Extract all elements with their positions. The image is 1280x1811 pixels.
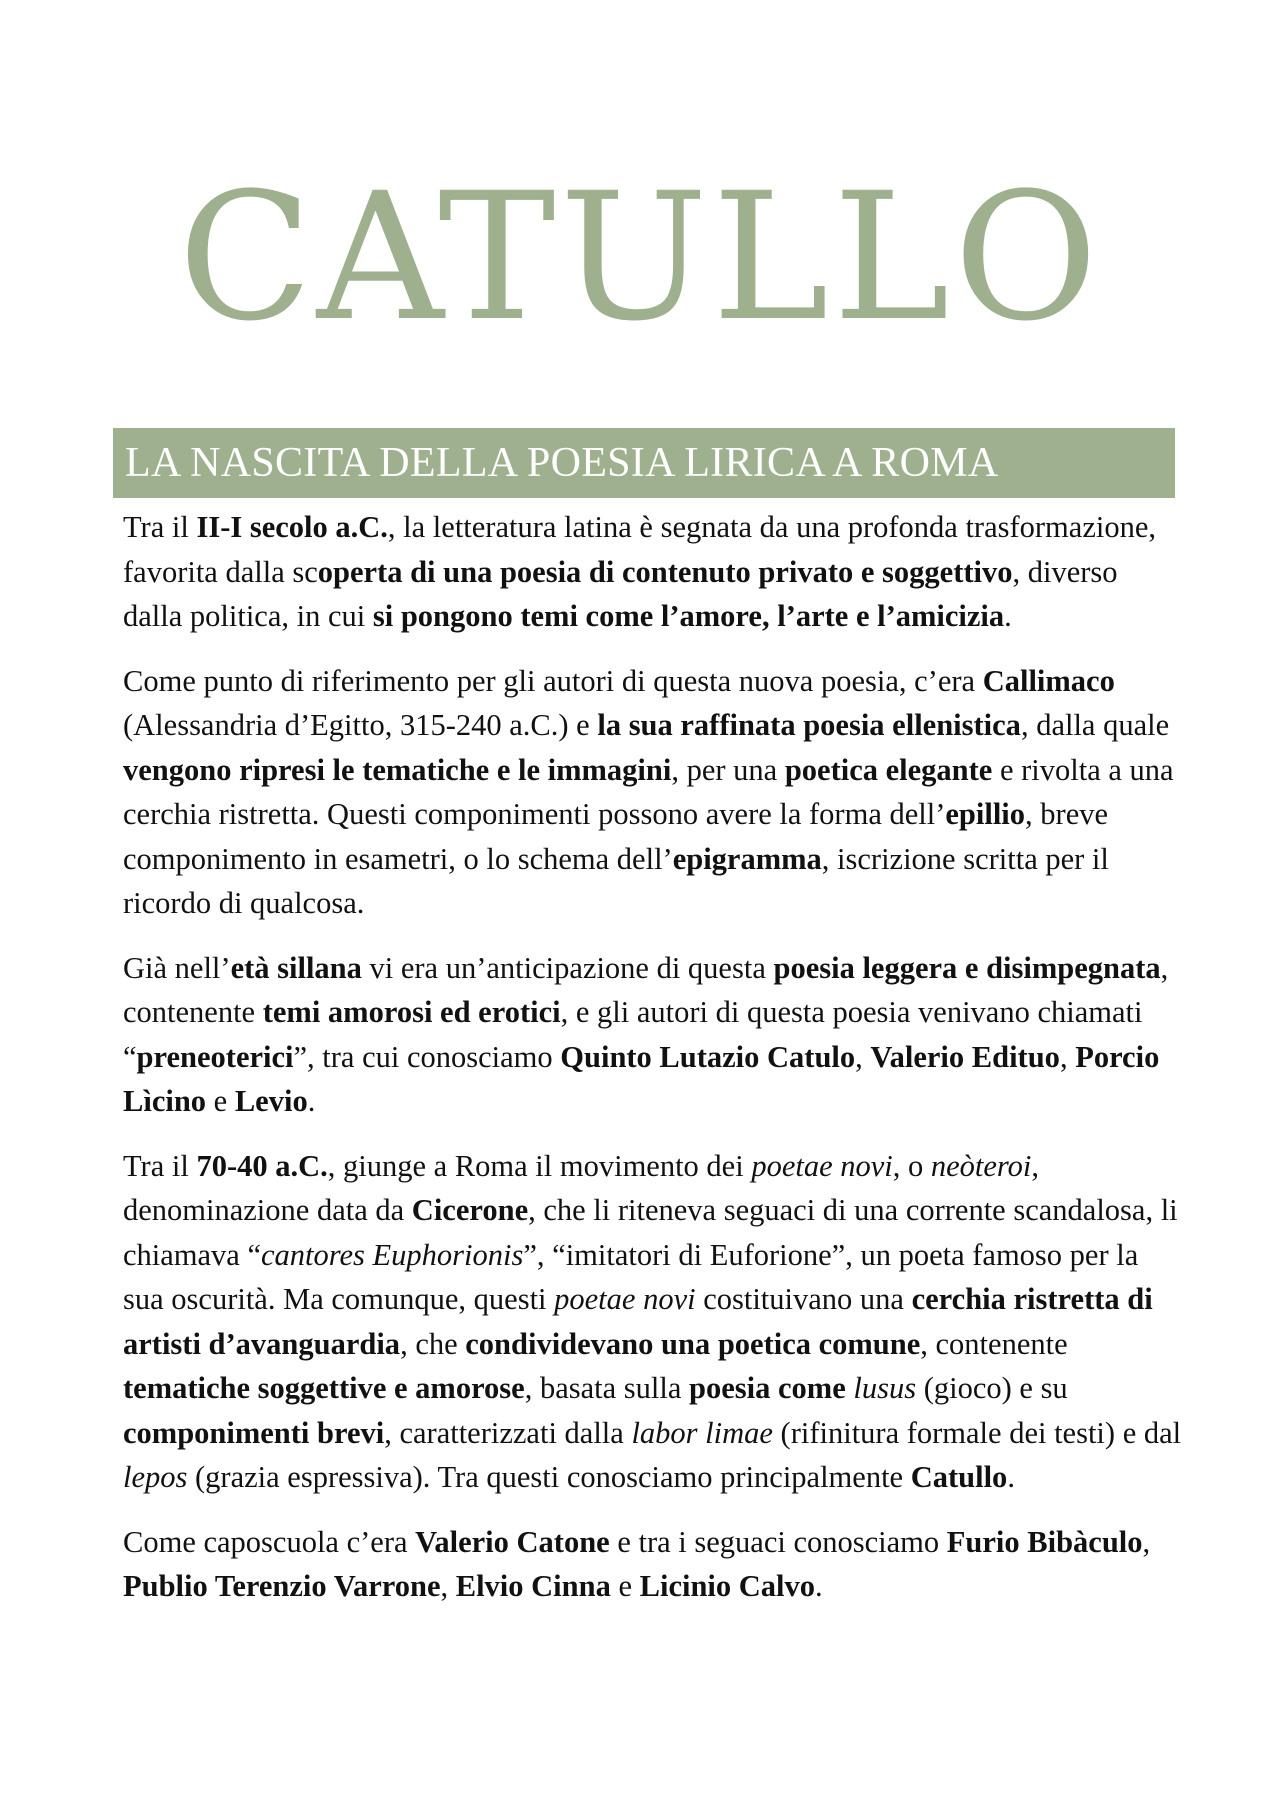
text-run: , la letteratura latina è segnata da una profonda trasformazione, favorita dalla sc [123, 510, 1156, 589]
bold-text: operta di una poesia di contenuto privato e soggettivo [317, 554, 1013, 589]
text-run: , contenente [920, 1326, 1068, 1361]
bold-text: cerchia ristretta di artisti d’avanguardia [123, 1282, 1153, 1361]
bold-text: età sillana [230, 950, 362, 985]
italic-text: cantores Euphorionis [261, 1237, 524, 1272]
text-run: , che li riteneva seguaci di una corrente scandalosa, li chiamava “ [123, 1193, 1178, 1272]
text-run: (rifinitura formale dei testi) e dal [772, 1415, 1182, 1450]
text-run: e [206, 1084, 235, 1118]
bold-text: Cicerone [411, 1193, 529, 1227]
bold-text: la sua raffinata poesia ellenistica [597, 708, 1021, 742]
text-run: Come punto di riferimento per gli autori di questa nuova poesia, c’era [123, 663, 983, 698]
text-run: costituivano una [695, 1282, 912, 1316]
paragraph-4 [123, 1144, 1183, 1500]
text-run: e rivolta a una cerchia ristretta. Questi componimenti possono avere la forma dell’ [123, 752, 1174, 831]
bold-text: Elvio Cinna [455, 1569, 611, 1603]
text-run: Tra il [123, 510, 197, 544]
paragraph-1 [123, 505, 1183, 639]
text-run: . [815, 1569, 823, 1603]
bold-text: Levio [234, 1084, 308, 1118]
bold-text: II-I secolo a.C. [196, 510, 388, 544]
paragraph-2 [123, 659, 1183, 926]
bold-text: poesia come [689, 1371, 854, 1405]
bold-text: epillio [945, 797, 1026, 831]
text-run: Tra il [123, 1148, 197, 1183]
bold-text: 70-40 a.C. [196, 1148, 328, 1183]
text-run: ”, tra cui conosciamo [293, 1039, 561, 1074]
bold-text: componimenti brevi [123, 1415, 385, 1450]
bold-text: Furio Bibàculo [946, 1524, 1143, 1559]
bold-text: si pongono temi come l’amore, l’arte e l’amicizia [372, 599, 1005, 633]
bold-text: Catullo [910, 1460, 1008, 1494]
bold-text: Licinio Calvo [639, 1569, 816, 1603]
text-run: , per una [671, 752, 785, 787]
bold-text: Valerio Catone [415, 1524, 610, 1559]
text-run: (grazia espressiva). Tra questi conosciamo principalmente [187, 1460, 911, 1494]
text-run: , [440, 1569, 456, 1603]
text-run: , dalla quale [1020, 708, 1170, 742]
paragraph-5 [123, 1520, 1183, 1609]
italic-text: lusus [853, 1371, 917, 1405]
bold-text: temi amorosi ed erotici [262, 995, 561, 1029]
body-text [123, 505, 1183, 1629]
text-run: , iscrizione scritta per il ricordo di qualcosa. [123, 841, 1109, 920]
bold-text: poetica elegante [784, 752, 993, 787]
text-run: , [1059, 1039, 1076, 1074]
italic-text: lepos [123, 1460, 188, 1494]
text-run: Come caposcuola c’era [123, 1524, 416, 1559]
italic-text: labor limae [631, 1415, 773, 1450]
text-run: , e gli autori di questa poesia venivano chiamati “ [123, 995, 1143, 1074]
bold-text: Valerio Edituo [870, 1039, 1060, 1074]
text-run: vi era un’anticipazione di questa [361, 950, 774, 985]
text-run: Già nell’ [123, 950, 231, 985]
bold-text: Quinto Lutazio Catulo [560, 1039, 856, 1074]
text-run: , diverso dalla politica, in cui [123, 554, 1118, 633]
paragraph-3 [123, 946, 1183, 1124]
page-title: CATULLO [178, 155, 1102, 360]
text-run: ”, “imitatori di Euforione”, un poeta famoso per la sua oscurità. Ma comunque, questi [123, 1237, 1139, 1316]
text-run: . [307, 1084, 316, 1118]
text-run: , basata sulla [524, 1371, 690, 1405]
bold-text: Callimaco [982, 663, 1115, 698]
text-run: , [1142, 1524, 1151, 1559]
text-run: . [1007, 1460, 1015, 1494]
italic-text: poetae novi [554, 1282, 696, 1316]
text-run: (gioco) e su [916, 1371, 1068, 1405]
bold-text: preneoterici [136, 1039, 294, 1074]
text-run: (Alessandria d’Egitto, 315-240 a.C.) e [123, 708, 598, 742]
bold-text: tematiche soggettive e amorose [123, 1371, 525, 1405]
text-run: e tra i seguaci conosciamo [609, 1524, 947, 1559]
italic-text: poetae novi [751, 1148, 893, 1183]
text-run: , denominazione data da [123, 1148, 1040, 1227]
text-run: , caratterizzati dalla [384, 1415, 632, 1450]
text-run: , che [400, 1326, 466, 1361]
text-run: , o [892, 1148, 931, 1183]
text-run: . [1004, 599, 1012, 633]
bold-text: Porcio Lìcino [123, 1039, 1160, 1118]
bold-text: poesia leggera e disimpegnata [773, 950, 1161, 985]
text-run: e [610, 1569, 640, 1603]
text-run: , [855, 1039, 871, 1074]
bold-text: vengono ripresi le tematiche e le immagini [123, 752, 672, 787]
text-run: , breve componimento in esametri, o lo schema dell’ [123, 797, 1109, 876]
text-run: , giunge a Roma il movimento dei [327, 1148, 752, 1183]
italic-text: neòteroi [930, 1148, 1032, 1183]
bold-text: condividevano una poetica comune [465, 1326, 921, 1361]
section-heading: LA NASCITA DELLA POESIA LIRICA A ROMA [113, 428, 1175, 498]
text-run: , contenente [123, 950, 1169, 1029]
bold-text: Publio Terenzio Varrone [123, 1569, 441, 1603]
bold-text: epigramma [672, 841, 822, 876]
